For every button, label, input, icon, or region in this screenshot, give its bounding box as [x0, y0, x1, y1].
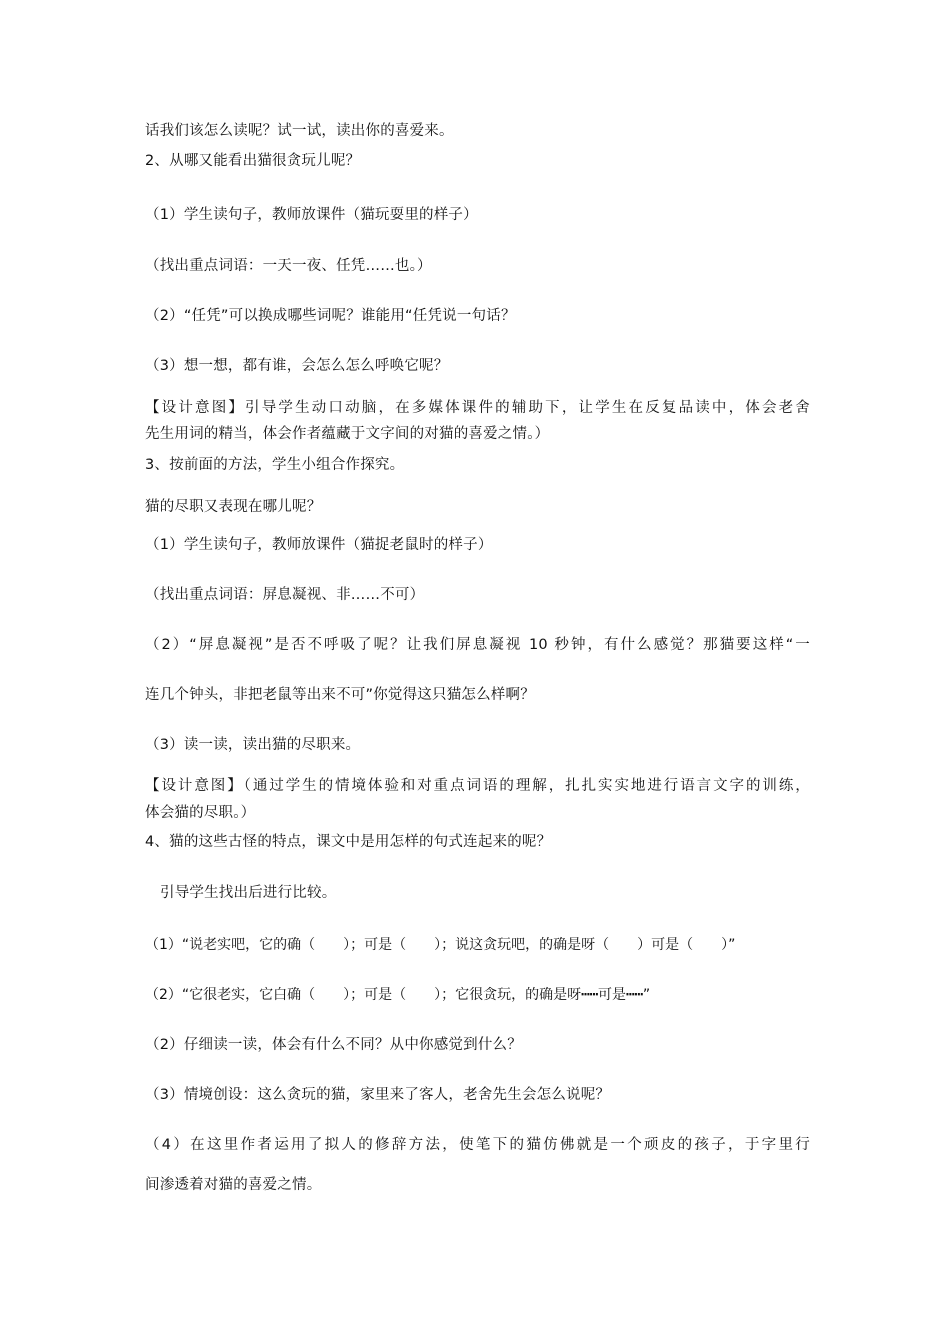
section-heading: 2、从哪又能看出猫很贪玩儿呢？ [145, 153, 361, 169]
text-line: （3）情境创设：这么贪玩的猫，家里来了客人，老舍先生会怎么说呢？ [145, 1087, 611, 1103]
text-line: 连几个钟头，非把老鼠等出来不可”你觉得这只猫怎么样啊？ [145, 687, 535, 703]
sentence-pattern-1: （1）“说老实吧，它的确（ ）；可是（ ）；说这贪玩吧，的确是呀（ ）可是（ ）” [145, 937, 736, 953]
design-intent-note: 【设计意图】（通过学生的情境体验和对重点词语的理解，扎扎实实地进行语言文字的训练， [145, 778, 810, 794]
text-line: 话我们该怎么读呢？试一试，读出你的喜爱来。 [145, 123, 454, 139]
text-line: （3）读一读，读出猫的尽职来。 [145, 737, 361, 753]
text-line: 引导学生找出后进行比较。 [160, 885, 337, 901]
text-line: 体会猫的尽职。） [145, 805, 256, 821]
text-line: （找出重点词语：一天一夜、任凭……也。） [145, 258, 432, 274]
text-line: （1）学生读句子，教师放课件（猫捉老鼠时的样子） [145, 537, 493, 553]
text-line: （2）“任凭”可以换成哪些词呢？谁能用“任凭说一句话？ [145, 308, 516, 324]
text-line: （3）想一想，都有谁，会怎么怎么呼唤它呢？ [145, 358, 449, 374]
section-heading: 4、猫的这些古怪的特点，课文中是用怎样的句式连起来的呢？ [145, 834, 552, 850]
design-intent-note: 【设计意图】引导学生动口动脑，在多媒体课件的辅助下，让学生在反复品读中，体会老舍 [145, 400, 810, 416]
text-line: 猫的尽职又表现在哪儿呢？ [145, 499, 322, 515]
text-line: 先生用词的精当，体会作者蕴藏于文字间的对猫的喜爱之情。） [145, 426, 550, 442]
text-line: （1）学生读句子，教师放课件（猫玩耍里的样子） [145, 207, 478, 223]
sentence-pattern-2: （2）“它很老实，它白确（ ）；可是（ ）；它很贪玩，的确是呀┅┅可是┅┅” [145, 987, 651, 1003]
text-line: （2）“屏息凝视”是否不呼吸了呢？让我们屏息凝视 10 秒钟，有什么感觉？那猫要这样“一 [145, 637, 810, 653]
text-line: （4）在这里作者运用了拟人的修辞方法，使笔下的猫仿佛就是一个顽皮的孩子，于字里行 [145, 1137, 810, 1153]
text-line: （找出重点词语：屏息凝视、非……不可） [145, 587, 425, 603]
section-heading: 3、按前面的方法，学生小组合作探究。 [145, 457, 405, 473]
text-line: （2）仔细读一读，体会有什么不同？从中你感觉到什么？ [145, 1037, 522, 1053]
text-line: 间渗透着对猫的喜爱之情。 [145, 1177, 322, 1193]
